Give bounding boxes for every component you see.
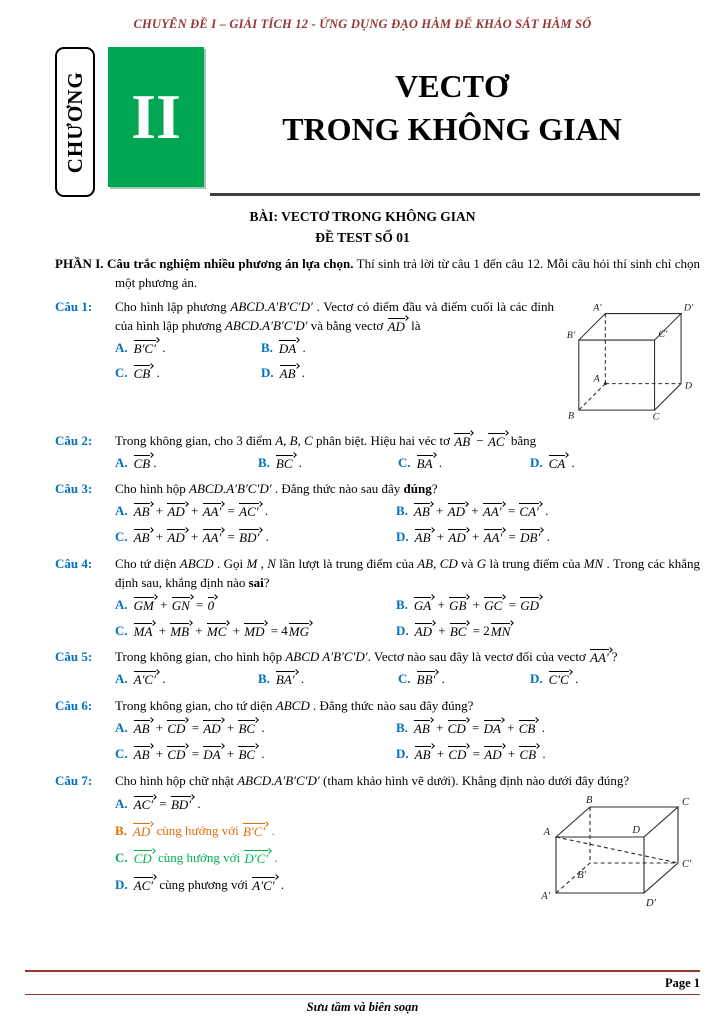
option-text: AC′ = BD′ . [133, 796, 201, 813]
option-text: AB + CD = DA + CB . [413, 719, 545, 736]
question-1-option-d [261, 364, 554, 383]
option-letter: C. [115, 622, 128, 638]
option-text: AB . [279, 365, 306, 382]
option-text: GM + GN = 0 [133, 597, 217, 612]
option-letter: C. [115, 745, 128, 761]
option-text: AB + CD = AD + BC . [133, 719, 265, 736]
question-5-body: Trong không gian, cho hình hộp ABCD A′B′C′D′. Vectơ nào sau đây là vectơ đối của vectơ AA′ ? [115, 649, 618, 666]
option-letter: B. [258, 454, 270, 470]
option-letter: B. [396, 596, 408, 612]
option-text: AB + AD + AA′ = DB′ . [414, 529, 550, 546]
option-text: AB + AD + AA′ = CA′ . [413, 503, 549, 520]
lesson-title: BÀI: VECTƠ TRONG KHÔNG GIAN [249, 209, 476, 225]
document-header-title: CHUYÊN ĐỀ I – GIẢI TÍCH 12 - ỨNG DỤNG ĐẠO HÀM ĐỂ KHẢO SÁT HÀM SỐ [133, 17, 592, 31]
option-letter: A. [115, 796, 128, 812]
option-letter: A. [115, 596, 128, 612]
option-letter: D. [396, 529, 409, 545]
question-4 [55, 555, 700, 642]
question-7-option-b [115, 822, 528, 841]
page-footer [0, 970, 725, 1024]
option-text: AD + BC = 2MN [414, 623, 514, 638]
option-text: CD cùng hướng với D′C′ . [133, 850, 278, 867]
chapter-number: II [131, 80, 181, 152]
option-text: CA . [548, 454, 575, 471]
vertex-label: A [543, 827, 550, 839]
question-4-options [115, 596, 700, 641]
option-letter: B. [396, 503, 408, 519]
option-text: BC . [275, 454, 303, 471]
question-4-option-a [115, 596, 396, 615]
option-text: BB′ . [416, 671, 445, 688]
question-5-option-c [398, 670, 530, 689]
vertex-label: C′ [682, 859, 692, 871]
test-number: ĐỀ TEST SỐ 01 [315, 229, 410, 245]
question-3-option-b [396, 502, 700, 521]
option-letter: C. [115, 529, 128, 545]
question-7-options [115, 795, 528, 894]
question-3-option-c [115, 528, 396, 547]
question-2-option-b [258, 454, 398, 473]
question-2 [55, 432, 700, 475]
question-4-body: Cho tứ diện ABCD . Gọi M , N lần lượt là trung điểm của AB, CD và G là trung điểm của MN . Trong các khẳng định sau, khẳng định nào sai? [115, 556, 700, 590]
question-4-option-d [396, 622, 700, 641]
vertex-label: D′ [646, 898, 656, 910]
question-1-option-a [115, 339, 261, 358]
vertex-label: B [568, 410, 575, 420]
option-text: B′C′ . [133, 339, 166, 356]
option-letter: B. [258, 671, 270, 687]
option-letter: C. [115, 365, 128, 381]
option-letter: D. [530, 671, 543, 687]
option-letter: B. [396, 719, 408, 735]
question-6-option-a [115, 719, 396, 738]
question-6-body: Trong không gian, cho tứ diện ABCD . Đẳng thức nào sau đây đúng? [115, 698, 474, 714]
option-text: AB + CD = DA + BC . [133, 745, 265, 762]
option-text: CB . [133, 365, 160, 382]
footer-divider-bottom [25, 994, 700, 995]
title-divider [210, 193, 700, 196]
footer-divider-top [25, 970, 700, 972]
question-5-label: Câu 5: [55, 649, 93, 665]
vertex-label: D [684, 380, 693, 392]
vertex-label: C [682, 797, 690, 809]
option-text: MA + MB + MC + MD = 4MG [133, 623, 312, 638]
option-text: CB . [133, 454, 157, 471]
question-1-body: Cho hình lập phương ABCD.A′B′C′D′ . Vectơ có điểm đầu và điểm cuối là các đỉnh của hình lập phương ABCD.A′B′C′D′ và bằng vectơ AD là [115, 298, 554, 334]
question-3-body: Cho hình hộp ABCD.A′B′C′D′ . Đẳng thức nào sau đây đúng? [115, 481, 438, 497]
page-number: Page 1 [664, 975, 700, 990]
option-letter: C. [115, 850, 128, 866]
question-3-label: Câu 3: [55, 481, 93, 497]
option-letter: A. [115, 719, 128, 735]
vertex-label: B′ [577, 870, 586, 882]
question-7-option-c [115, 849, 528, 868]
option-text: AB + AD + AA′ = BD′ . [133, 529, 269, 546]
vertex-label: B [586, 795, 593, 807]
footer-credit: Sưu tầm và biên soạn [306, 999, 419, 1014]
question-1-label: Câu 1: [55, 298, 93, 314]
question-6-option-d [396, 745, 700, 764]
question-4-label: Câu 4: [55, 556, 93, 571]
question-3-option-a [115, 502, 396, 521]
option-text: BA . [416, 454, 443, 471]
option-letter: C. [398, 454, 411, 470]
chapter-title-line2: TRONG KHÔNG GIAN [282, 111, 622, 148]
chapter-label: CHƯƠNG [62, 71, 87, 174]
question-5-options [115, 670, 700, 689]
cube-figure-svg [558, 298, 700, 420]
option-letter: A. [115, 339, 128, 355]
question-7-option-d [115, 876, 528, 895]
option-text: AC′ cùng phương với A′C′ . [133, 876, 285, 893]
question-6-option-c [115, 745, 396, 764]
part1-heading: PHẦN I. Câu trắc nghiệm nhiều phương án lựa chọn. Thí sinh trả lời từ câu 1 đến câu 12. Mỗi câu hỏi thí sinh chỉ chọn một phương án. [55, 256, 700, 291]
option-letter: A. [115, 671, 128, 687]
option-text: C′C . [548, 671, 579, 688]
question-3-option-d [396, 528, 700, 547]
question-7-option-a [115, 795, 528, 814]
question-4-option-b [396, 596, 700, 615]
chapter-label-box [55, 47, 95, 197]
vertex-label: D′ [683, 302, 694, 314]
option-text: AB + CD = AD + CB . [414, 745, 546, 762]
option-letter: A. [115, 503, 128, 519]
question-1-option-c [115, 364, 261, 383]
option-text: BA′ . [275, 671, 305, 688]
question-5-option-d [530, 670, 700, 689]
question-6-options [115, 719, 700, 764]
option-text: AB + AD + AA′ = AC′ . [133, 503, 269, 520]
chapter-number-box [108, 47, 204, 187]
vertex-label: B′ [566, 330, 576, 342]
option-letter: B. [115, 823, 127, 839]
option-letter: C. [398, 671, 411, 687]
question-3 [55, 480, 700, 549]
option-text: A′C′ . [133, 671, 166, 688]
option-text: DA . [278, 339, 306, 356]
vertex-label: A′ [541, 891, 550, 903]
vertex-label: D [632, 825, 640, 837]
chapter-banner [55, 47, 700, 199]
chapter-title-line1: VECTƠ [395, 68, 509, 105]
option-letter: B. [261, 339, 273, 355]
cube-figure [558, 298, 700, 426]
question-7-label: Câu 7: [55, 772, 93, 788]
option-letter: D. [261, 365, 274, 381]
option-letter: D. [396, 622, 409, 638]
question-2-label: Câu 2: [55, 432, 93, 448]
vertex-label: A′ [593, 302, 602, 314]
question-6-option-b [396, 719, 700, 738]
cuboid-figure-svg [532, 793, 700, 909]
question-6 [55, 697, 700, 766]
cuboid-figure [532, 793, 700, 915]
question-2-option-d [530, 454, 700, 473]
vertex-label: A [593, 373, 600, 385]
question-5-option-a [115, 670, 258, 689]
question-2-body: Trong không gian, cho 3 điểm A, B, C phân biệt. Hiệu hai véc tơ AB − AC bằng [115, 432, 537, 449]
question-2-option-a [115, 454, 258, 473]
option-letter: A. [115, 454, 128, 470]
question-2-option-c [398, 454, 530, 473]
question-7-body: Cho hình hộp chữ nhật ABCD.A′B′C′D′ (tham khảo hình vẽ dưới). Khẳng định nào dưới đây đúng? [115, 772, 630, 788]
question-1 [55, 298, 700, 426]
question-6-label: Câu 6: [55, 698, 93, 714]
vertex-label: C [652, 411, 660, 420]
option-text: AD cùng hướng với B′C′ . [132, 823, 275, 840]
option-text: GA + GB + GC = GD [413, 597, 542, 612]
question-3-options [115, 502, 700, 547]
question-1-options [115, 339, 554, 384]
question-2-options [115, 454, 700, 473]
question-7 [55, 772, 700, 916]
question-5 [55, 648, 700, 691]
question-5-option-b [258, 670, 398, 689]
option-letter: D. [530, 454, 543, 470]
chapter-title [204, 47, 700, 151]
option-letter: D. [396, 745, 409, 761]
vertex-label: C′ [658, 329, 668, 341]
question-1-option-b [261, 339, 554, 358]
question-4-option-c [115, 622, 396, 641]
option-letter: D. [115, 876, 128, 892]
